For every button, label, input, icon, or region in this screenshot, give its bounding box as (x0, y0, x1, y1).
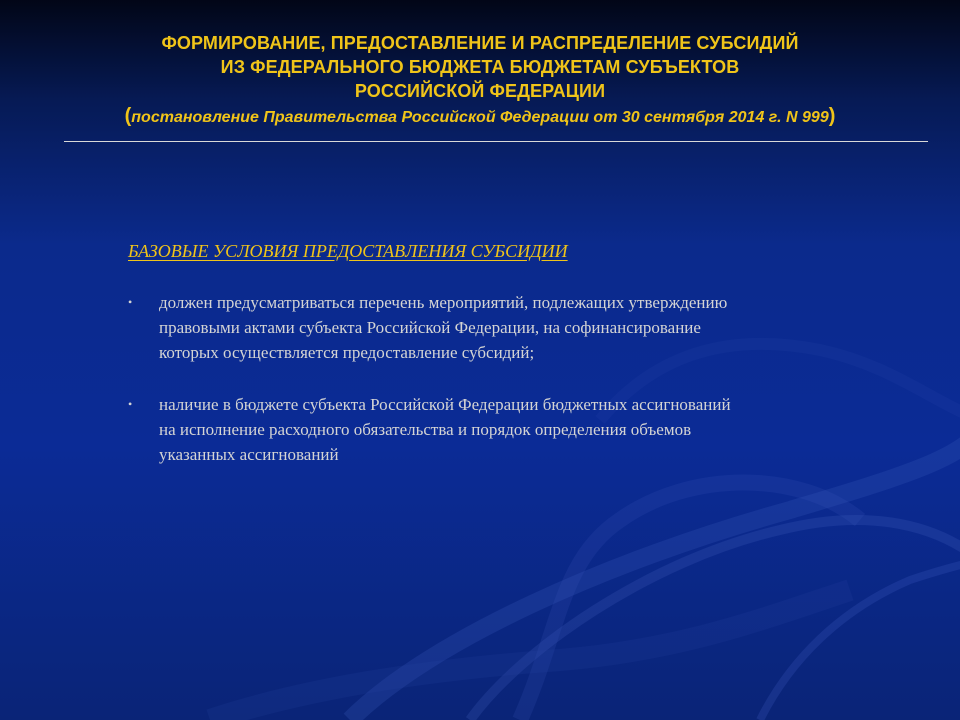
bullet-marker: • (128, 397, 133, 411)
bullet-line: должен предусматриваться перечень мероприятий, подлежащих утверждению (159, 293, 728, 312)
subtitle-open-paren: ( (124, 105, 132, 127)
slide-title-line-1: ФОРМИРОВАНИЕ, ПРЕДОСТАВЛЕНИЕ И РАСПРЕДЕЛЕНИЕ СУБСИДИЙ (161, 33, 799, 53)
bullet-item (128, 392, 898, 467)
slide-title-line-2: ИЗ ФЕДЕРАЛЬНОГО БЮДЖЕТА БЮДЖЕТАМ СУБЪЕКТОВ (220, 57, 740, 77)
bullet-line: правовыми актами субъекта Российской Федерации, на софинансирование (159, 318, 701, 337)
bullet-list (128, 290, 898, 467)
bullet-line: указанных ассигнований (159, 445, 339, 464)
bullet-item (128, 290, 898, 365)
bullet-marker: • (128, 295, 133, 309)
slide-subtitle (60, 105, 900, 129)
title-divider (64, 141, 928, 142)
slide-title-line-3: РОССИЙСКОЙ ФЕДЕРАЦИИ (354, 81, 606, 101)
bullet-line: наличие в бюджете субъекта Российской Федерации бюджетных ассигнований (159, 395, 731, 414)
slide-content (128, 238, 898, 467)
bullet-line: на исполнение расходного обязательства и порядок определения объемов (159, 420, 692, 439)
bullet-line: которых осуществляется предоставление субсидий; (159, 343, 535, 362)
subtitle-text: постановление Правительства Российской Федерации от 30 сентября 2014 г. N 999 (131, 109, 829, 126)
section-heading: БАЗОВЫЕ УСЛОВИЯ ПРЕДОСТАВЛЕНИЯ СУБСИДИИ (128, 241, 568, 261)
slide-title-block (60, 31, 900, 129)
subtitle-close-paren: ) (828, 105, 836, 127)
